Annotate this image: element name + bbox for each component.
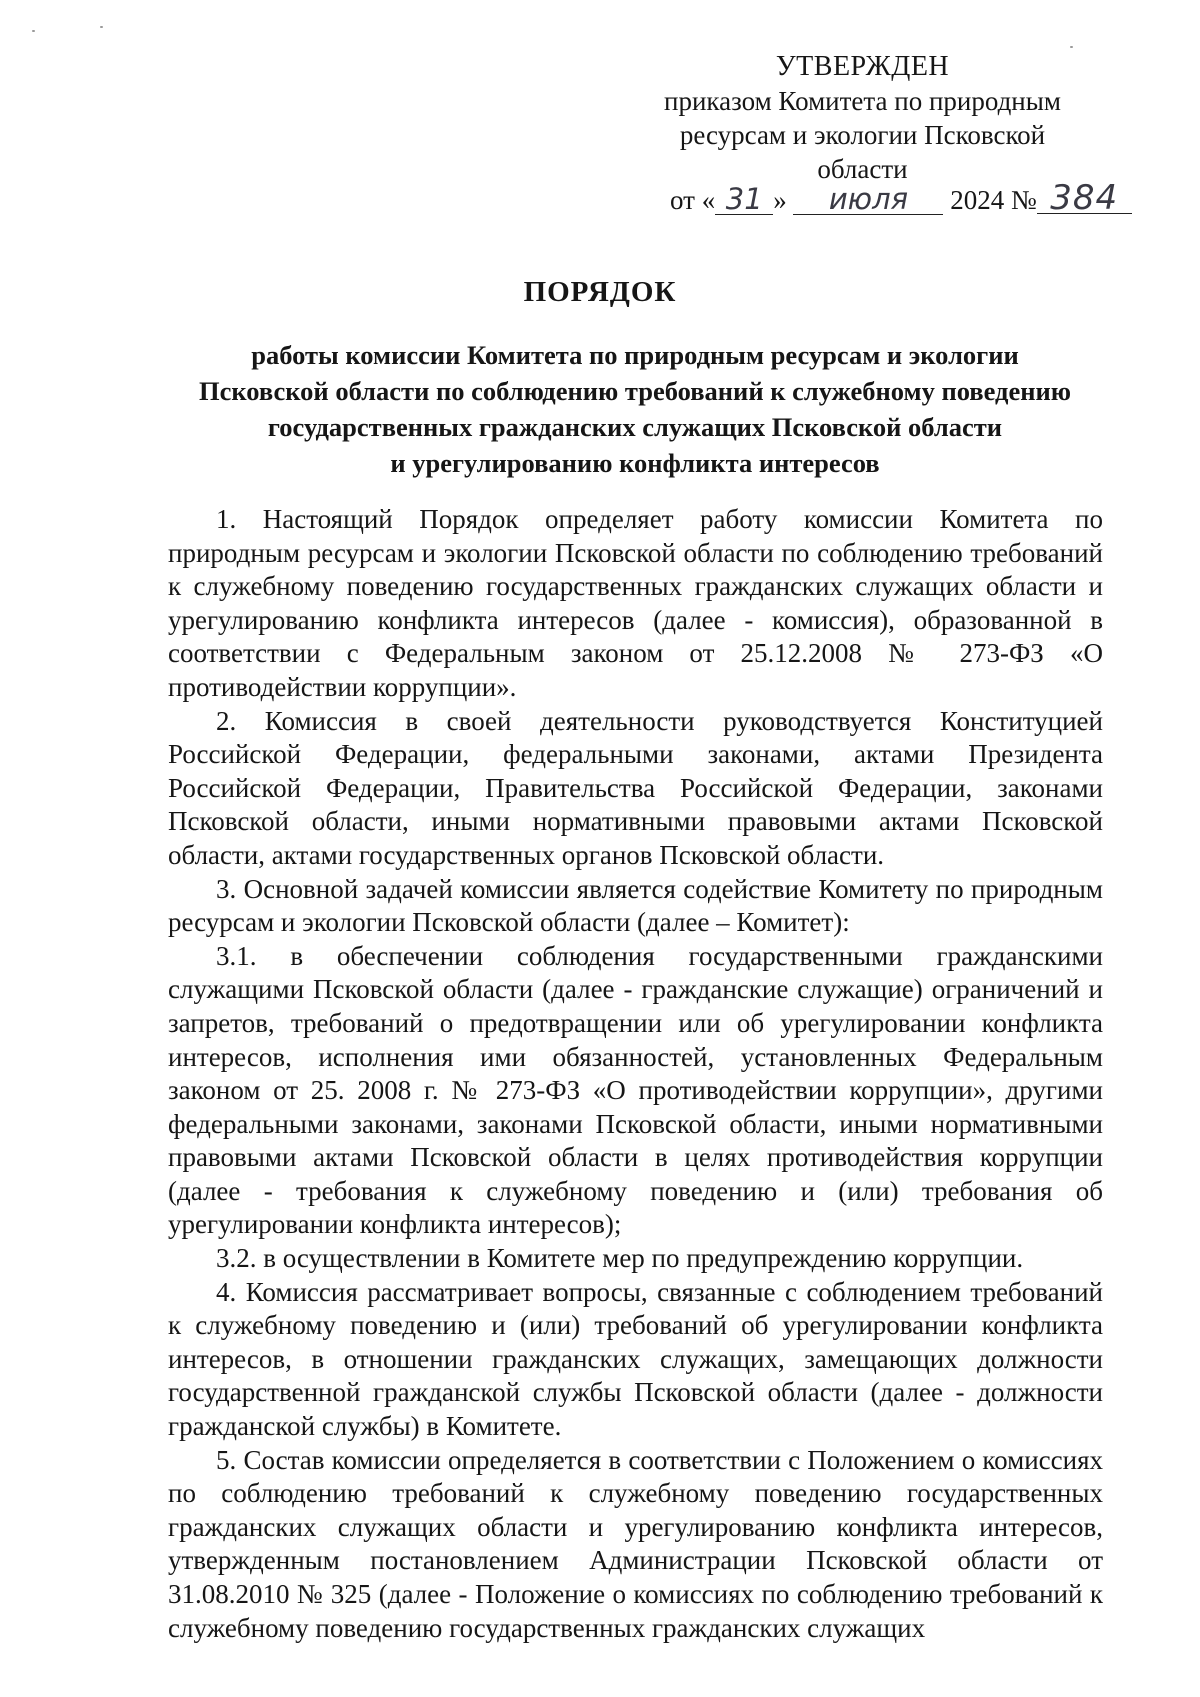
- subtitle-line-2: Псковской области по соблюдению требований к служебному поведению: [198, 376, 1071, 406]
- document-subtitle: [170, 337, 1100, 481]
- date-prefix: от «: [670, 185, 716, 215]
- scan-speck: [1070, 46, 1073, 48]
- handwritten-day: 31: [715, 184, 773, 215]
- approval-line-3: области: [817, 154, 908, 184]
- approval-line-2: ресурсам и экологии Псковской: [679, 120, 1046, 150]
- handwritten-month: июля: [793, 184, 943, 215]
- paragraph-5: 5. Состав комиссии определяется в соответствии с Положением о комиссиях по соблюдению требований к служебному поведению государственных гражданских служащих области и урегулированию конфликта интересов, утвержденным постановлением Администрации Псковской области от 31.08.2010 № 325 (далее - Положение о комиссиях по соблюдению требований к служебному поведению государственных гражданских служащих: [168, 1444, 1103, 1643]
- scan-speck: [100, 26, 103, 28]
- document-body: [168, 503, 1103, 1645]
- document-title: ПОРЯДОК: [523, 276, 677, 308]
- approval-stamp: [640, 50, 1085, 186]
- subtitle-line-1: работы комиссии Комитета по природным ресурсам и экологии: [251, 340, 1019, 370]
- paragraph-4: 4. Комиссия рассматривает вопросы, связанные с соблюдением требований к служебному поведению и (или) требований об урегулировании конфликта интересов, в отношении гражданских служащих, замещающих должности государственной гражданской службы Псковской области (далее - должности гражданской службы) в Комитете.: [168, 1276, 1103, 1442]
- paragraph-3-2: 3.2. в осуществлении в Комитете мер по предупреждению коррупции.: [216, 1243, 1024, 1274]
- paragraph-1: 1. Настоящий Порядок определяет работу комиссии Комитета по природным ресурсам и экологии Псковской области по соблюдению требований к служебному поведению государственных гражданских служащих области и урегулированию конфликта интересов (далее - комиссия), образованной в соответствии с Федеральным законом от 25.12.2008 № 273-ФЗ «О противодействии коррупции».: [168, 504, 1103, 702]
- order-date-line: [670, 178, 1130, 218]
- paragraph-2: 2. Комиссия в своей деятельности руководствуется Конституцией Российской Федерации, федеральными законами, актами Президента Российской Федерации, Правительства Российской Федерации, законами Псковской области, иными нормативными правовыми актами Псковской области, актами государственных органов Псковской области.: [168, 705, 1103, 870]
- date-mid: »: [773, 185, 787, 215]
- paragraph-3-1: 3.1. в обеспечении соблюдения государственными гражданскими служащими Псковской области (далее - гражданские служащие) ограничений и запретов, требований о предотвращении или об урегулировании конфликта интересов, исполнения ими обязанностей, установленных Федеральным законом от 25. 2008 г. № 273-ФЗ «О противодействии коррупции», другими федеральными законами, законами Псковской области, иными нормативными правовыми актами Псковской области в целях противодействия коррупции (далее - требования к служебному поведению и (или) требования об урегулировании конфликта интересов);: [168, 940, 1103, 1240]
- approval-line-1: приказом Комитета по природным: [664, 86, 1061, 116]
- number-sign: №: [1010, 185, 1037, 215]
- handwritten-order-number: 384: [1037, 183, 1132, 214]
- subtitle-line-4: и урегулированию конфликта интересов: [390, 448, 880, 478]
- paragraph-3: 3. Основной задачей комиссии является содействие Комитету по природным ресурсам и экологии Псковской области (далее – Комитет):: [168, 873, 1103, 938]
- approved-heading: УТВЕРЖДЕН: [775, 51, 950, 82]
- order-year: 2024: [950, 185, 1005, 215]
- subtitle-line-3: государственных гражданских служащих Псковской области: [267, 412, 1003, 442]
- scan-speck: [32, 30, 35, 32]
